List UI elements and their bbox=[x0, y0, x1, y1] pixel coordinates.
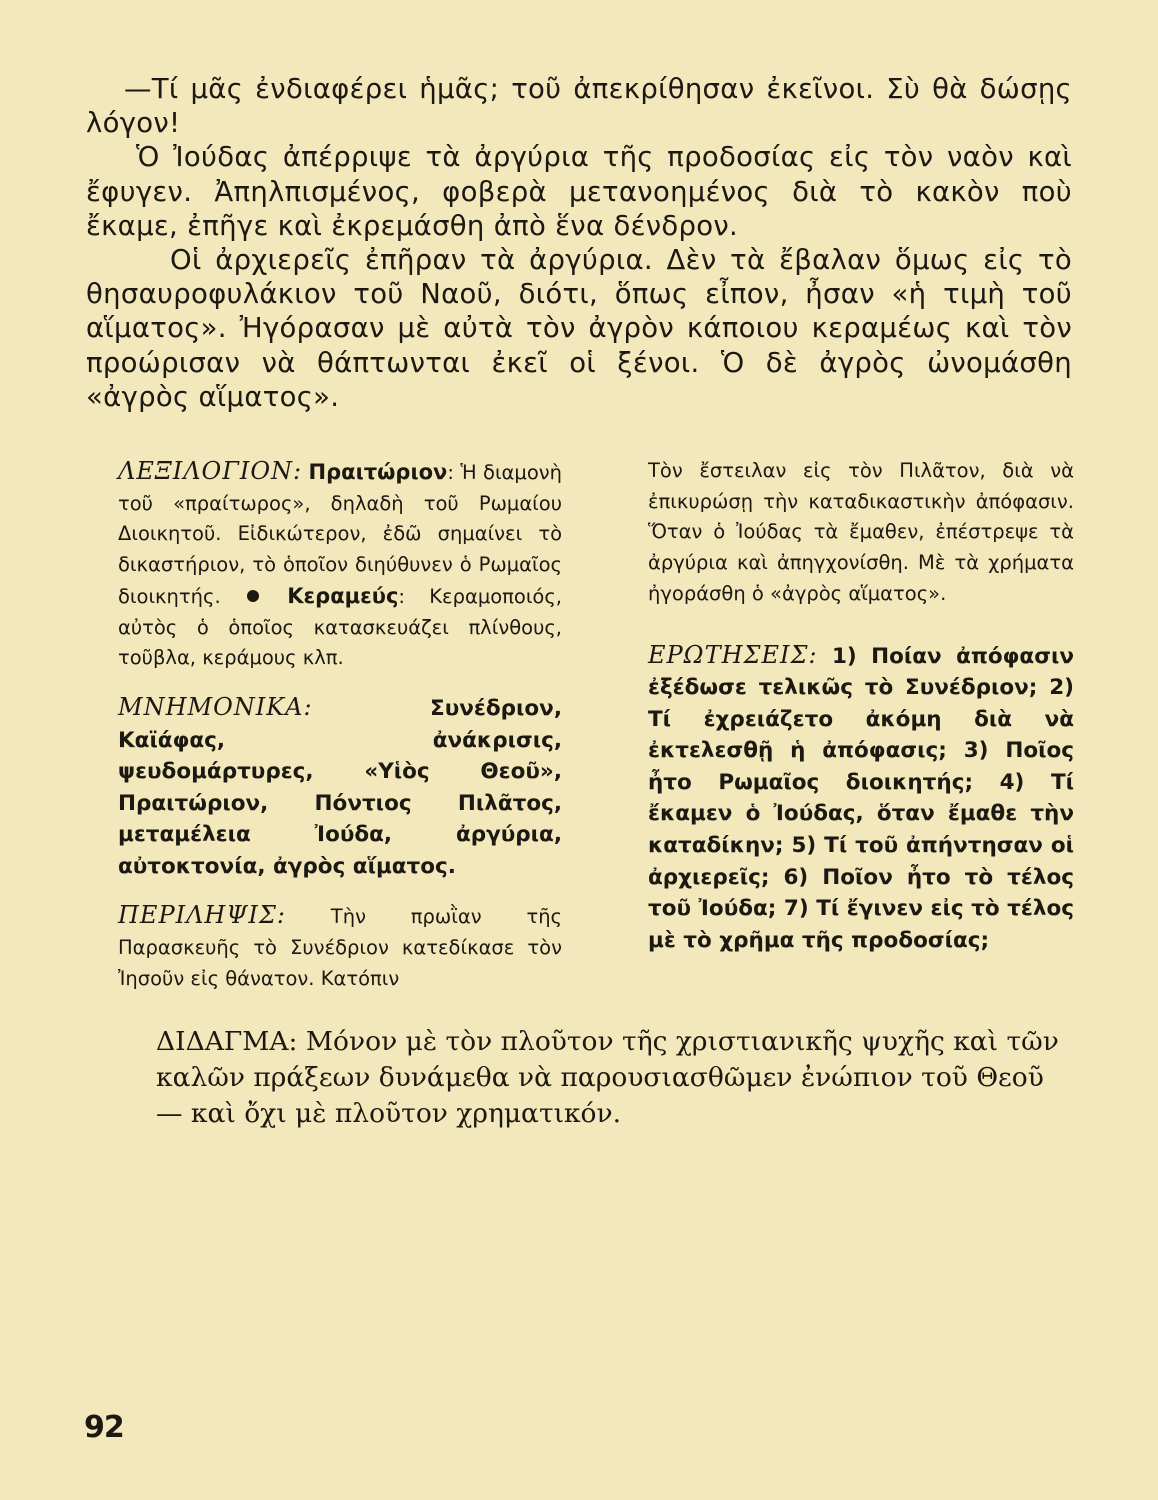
didagma-text: Μόνον μὲ τὸν πλοῦτον τῆς χριστιανικῆς ψυχῆς καὶ τῶν καλῶν πράξεων δυνάμεθα νὰ παρουσιασθῶμεν ἐνώπιον τοῦ Θεοῦ — καὶ ὄχι μὲ πλοῦτον χρηματικόν. bbox=[156, 1026, 1059, 1129]
erotiseis-section: ΕΡΩΤΗΣΕΙΣ: 1) Ποίαν ἀπόφασιν ἐξέδωσε τελικῶς τὸ Συνέδριον; 2) Τί ἐχρειάζετο ἀκόμη διὰ νὰ ἐκτελεσθῇ ἡ ἀπόφασις; 3) Ποῖος ἦτο Ρωμαῖος διοικητής; 4) Τί ἔκαμεν ὁ Ἰούδας, ὅταν ἔμαθε τὴν καταδίκην; 5) Τί τοῦ ἀπήντησαν οἱ ἀρχιερεῖς; 6) Ποῖον ἦτο τὸ τέλος τοῦ Ἰούδα; 7) Τί ἔγινεν εἰς τὸ τέλος μὲ τὸ χρῆμα τῆς προδοσίας; bbox=[648, 640, 1074, 953]
didagma-label: ΔΙΔΑΓΜΑ bbox=[156, 1026, 289, 1057]
question-number: 3) bbox=[963, 738, 989, 764]
question-number: 1) bbox=[831, 643, 857, 669]
lexilogion-term-praitorion: Πραιτώριον bbox=[308, 460, 448, 484]
perilipsis-text: Τὴν πρωῒαν τῆς Παρασκευῆς τὸ Συνέδριον κατεδίκασε τὸν Ἰησοῦν εἰς θάνατον. Κατόπιν bbox=[118, 905, 562, 990]
erotiseis-heading: ΕΡΩΤΗΣΕΙΣ bbox=[648, 640, 809, 669]
lexilogion-section: ΛΕΞΙΛΟΓΙΟΝ: Πραιτώριον: Ἡ διαμονὴ τοῦ «πραίτωρος», δηλαδὴ τοῦ Ρωμαίου Διοικητοῦ. Εἰδικώτερον, ἐδῶ σημαίνει τὸ δικαστήριον, τὸ ὁποῖον διηύθυνεν ὁ Ρωμαῖος διοικητής. Κεραμεύς: Κεραμοποιός, αὐτὸς ὁ ὁποῖος κατασκευάζει πλίνθους, τοῦβλα, κεράμους κλπ. bbox=[118, 457, 563, 670]
question-number: 5) bbox=[791, 833, 817, 859]
paragraph-2: Ὁ Ἰούδας ἀπέρριψε τὰ ἀργύρια τῆς προδοσίας εἰς τὸν ναὸν καὶ ἔφυγεν. Ἀπηλπισμένος, φοβερὰ μετανοημένος διὰ τὸ κακὸν ποὺ ἔκαμε, ἐπῆγε καὶ ἐκρεμάσθη ἀπὸ ἕνα δένδρον. bbox=[86, 141, 1072, 242]
notes-left-column bbox=[118, 456, 562, 1013]
main-narrative bbox=[86, 72, 1072, 414]
didagma-lesson: ΔΙΔΑΓΜΑ: Μόνον μὲ τὸν πλοῦτον τῆς χριστιανικῆς ψυχῆς καὶ τῶν καλῶν πράξεων δυνάμεθα νὰ παρουσιασθῶμεν ἐνώπιον τοῦ Θεοῦ — καὶ ὄχι μὲ πλοῦτον χρηματικόν. bbox=[156, 1026, 1059, 1129]
question-text: Τί τοῦ ἀπήντησαν οἱ ἀρχιερεῖς; bbox=[648, 833, 1074, 890]
lexilogion-def-praitorion: Ἡ διαμονὴ τοῦ «πραίτωρος», δηλαδὴ τοῦ Ρωμαίου Διοικητοῦ. Εἰδικώτερον, ἐδῶ σημαίνει τὸ δικαστήριον, τὸ ὁποῖον διηύθυνεν ὁ Ρωμαῖος διοικητής. bbox=[118, 461, 562, 608]
question-number: 4) bbox=[999, 769, 1025, 795]
question-number: 2) bbox=[1049, 675, 1074, 701]
question-text: Ποῖος ἦτο Ρωμαῖος διοικητής; bbox=[648, 738, 1074, 795]
question-text: Ποίαν ἀπόφασιν ἐξέδωσε τελικῶς τὸ Συνέδριον; bbox=[648, 643, 1074, 701]
bullet-icon bbox=[247, 590, 259, 602]
mnemonika-section: ΜΝΗΜΟΝΙΚΑ: Συνέδριον, Καϊάφας, ἀνάκρισις, ψευδομάρτυρες, «Υἱὸς Θεοῦ», Πραιτώριον, Πόντιος Πιλᾶτος, μεταμέλεια Ἰούδα, ἀργύρια, αὐτοκτονία, ἀγρὸς αἵματος. bbox=[118, 692, 562, 879]
mnemonika-text: Συνέδριον, Καϊάφας, ἀνάκρισις, ψευδομάρτυρες, «Υἱὸς Θεοῦ», Πραιτώριον, Πόντιος Πιλᾶτος, μεταμέλεια Ἰούδα, ἀργύρια, αὐτοκτονία, ἀγρὸς αἵματος. bbox=[118, 695, 562, 879]
question-text: Τί ἔκαμεν ὁ Ἰούδας, ὅταν ἔμαθε τὴν καταδίκην; bbox=[648, 769, 1074, 859]
lexilogion-heading: ΛΕΞΙΛΟΓΙΟΝ bbox=[118, 457, 294, 485]
perilipsis-continued: Τὸν ἔστειλαν εἰς τὸν Πιλᾶτον, διὰ νὰ ἐπικυρώσῃ τὴν καταδικαστικὴν ἀπόφασιν. Ὅταν ὁ Ἰούδας τὰ ἔμαθεν, ἐπέστρεψε τὰ ἀργύρια καὶ ἀπηγχονίσθη. Μὲ τὰ χρήματα ἠγοράσθη ὁ «ἀγρὸς αἵματος». bbox=[648, 459, 1074, 605]
perilipsis-heading: ΠΕΡΙΛΗΨΙΣ bbox=[118, 901, 277, 930]
question-text: Τί ἐχρειάζετο ἀκόμη διὰ νὰ ἐκτελεσθῇ ἡ ἀπόφασις; bbox=[648, 706, 1074, 764]
question-text: Ποῖον ἦτο τὸ τέλος τοῦ Ἰούδα; bbox=[648, 864, 1074, 922]
paragraph-1: —Τί μᾶς ἐνδιαφέρει ἡμᾶς; τοῦ ἀπεκρίθησαν ἐκεῖνοι. Σὺ θὰ δώσῃς λόγον! bbox=[86, 73, 1072, 140]
notes-right-column bbox=[648, 456, 1074, 974]
paragraph-3: Οἱ ἀρχιερεῖς ἐπῆραν τὰ ἀργύρια. Δὲν τὰ ἔβαλαν ὅμως εἰς τὸ θησαυροφυλάκιον τοῦ Ναοῦ, διότι, ὅπως εἶπον, ἦσαν «ἡ τιμὴ τοῦ αἵματος». Ἠγόρασαν μὲ αὐτὰ τὸν ἀγρὸν κάποιου κεραμέως καὶ τὸν προώρισαν νὰ θάπτωνται ἐκεῖ οἱ ξένοι. Ὁ δὲ ἀγρὸς ὠνομάσθη «ἀγρὸς αἵματος». bbox=[86, 244, 1072, 413]
lexilogion-term-kerameus: Κεραμεύς bbox=[287, 583, 399, 608]
question-text: Τί ἔγινεν εἰς τὸ τέλος μὲ τὸ χρῆμα τῆς προδοσίας; bbox=[648, 896, 1074, 953]
page-number: 92 bbox=[84, 1410, 124, 1445]
mnemonika-heading: ΜΝΗΜΟΝΙΚΑ bbox=[118, 692, 304, 721]
question-number: 6) bbox=[783, 864, 809, 890]
question-number: 7) bbox=[783, 896, 809, 922]
lexilogion-def-kerameus: Κεραμοποιός, αὐτὸς ὁ ὁποῖος κατασκευάζει πλίνθους, τοῦβλα, κεράμους κλπ. bbox=[118, 584, 563, 670]
perilipsis-section: ΠΕΡΙΛΗΨΙΣ: Τὴν πρωῒαν τῆς Παρασκευῆς τὸ Συνέδριον κατεδίκασε τὸν Ἰησοῦν εἰς θάνατον. Κατόπιν bbox=[118, 901, 562, 990]
